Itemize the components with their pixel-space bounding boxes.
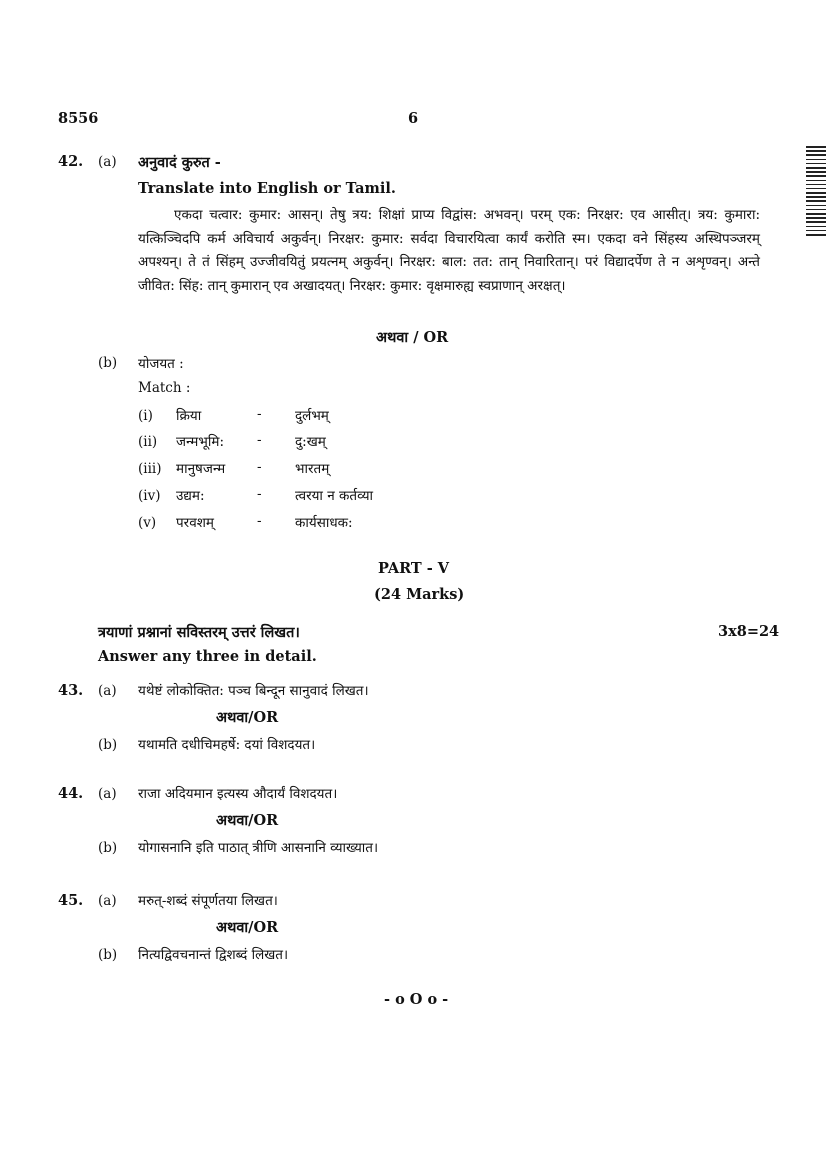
part-instruction-sanskrit: त्रयाणां प्रश्नानां सविस्तरम् उत्तरं लिखत। [98,624,300,641]
question-42b-title: योजयत : [138,356,184,372]
or-divider-43 [216,707,278,727]
part-instruction-english: Answer any three in detail. [98,648,317,665]
match-row-right: दुर्लभम् [295,408,329,424]
page-number: 6 [408,110,419,127]
question-44a-label: (a) [98,786,117,802]
question-42b-subtitle: Match : [138,380,191,396]
match-row-dash: - [257,432,262,448]
or-divider-45 [216,917,278,937]
question-45b-text: नित्यद्विवचनान्तं द्विशब्दं लिखत। [138,947,289,963]
question-42a-label: (a) [98,154,117,170]
question-43b-label: (b) [98,737,118,753]
question-43b-text: यथामति दधीचिमहर्षे: दयां विशदयत। [138,737,316,753]
question-45b-label: (b) [98,947,118,963]
question-44b-label: (b) [98,840,118,856]
or-english: /OR [248,812,279,829]
or-divider-44 [216,810,278,830]
or-hindi: अथवा [216,812,249,829]
match-row-dash: - [257,486,262,502]
part-marks-formula: 3x8=24 [718,623,780,640]
match-row-num: (i) [138,408,153,424]
match-row-left: क्रिया [176,408,202,424]
question-42a-title: अनुवादं कुरुत - [138,154,221,171]
question-42a-instruction: Translate into English or Tamil. [138,180,396,197]
question-45a-text: मरुत्-शब्दं संपूर्णतया लिखत। [138,893,278,909]
question-45-number: 45. [58,892,84,909]
match-row-dash: - [257,513,262,529]
margin-barcode [806,146,826,240]
question-44b-text: योगासनानि इति पाठात् त्रीणि आसनानि व्याख्यात। [138,840,379,856]
question-43a-text: यथेष्टं लोकोक्तित: पञ्च बिन्दून सानुवादं लिखत। [138,683,369,699]
translation-passage: एकदा चत्वार: कुमार: आसन्। तेषु त्रय: शिक्षां प्राप्य विद्वांस: अभवन्। परम् एक: निरक्षर: एव आसीत्। त्रय: कुमारा: यत्किञ्चिदपि कर्म अविचार्य अकुर्वन्। निरक्षर: कुमार: सर्वदा विचारयित्वा कार्यं करोति स्म। एकदा वने सिंहस्य अस्थिपञ्जरम् अपश्यन्। ते तं सिंहम् उज्जीवयितुं प्रयत्नम् अकुर्वन्। निरक्षर: बाल: तत: तान् निवारितान्। परं विद्यादर्पेण ते न अशृण्वन्। अन्ते जीवित: सिंह: तान् कुमारान् एव अखादयत्। निरक्षर: कुमार: वृक्षमारुह्य स्वप्राणान् अरक्षत्। [138,207,760,294]
match-row-right: दु:खम् [295,434,326,450]
paper-code: 8556 [58,110,99,127]
match-row-right: भारतम् [295,461,330,477]
match-row-left: मानुषजन्म [176,461,226,477]
or-english: /OR [248,919,279,936]
question-44-number: 44. [58,785,84,802]
or-english: /OR [248,709,279,726]
question-43a-label: (a) [98,683,117,699]
match-row-right: त्वरया न कर्तव्या [295,488,374,504]
match-row-left: जन्मभूमि: [176,434,224,450]
match-row-right: कार्यसाधक: [295,515,353,531]
question-43-number: 43. [58,682,84,699]
match-row-dash: - [257,406,262,422]
or-divider-42: अथवा / OR [376,329,449,346]
end-of-paper-mark: - o O o - [384,991,449,1008]
part-title: PART - V [378,560,450,577]
question-42b-label: (b) [98,355,118,371]
part-marks: (24 Marks) [374,586,465,603]
match-row-left: परवशम् [176,515,214,531]
match-row-left: उद्यम: [176,488,205,504]
or-hindi: अथवा [216,709,249,726]
match-row-num: (v) [138,515,157,531]
or-hindi: अथवा [216,919,249,936]
match-row-num: (iii) [138,461,162,477]
question-42-number: 42. [58,153,84,170]
match-row-dash: - [257,459,262,475]
match-row-num: (ii) [138,434,158,450]
question-45a-label: (a) [98,893,117,909]
match-row-num: (iv) [138,488,161,504]
question-44a-text: राजा अदियमान इत्यस्य औदार्यं विशदयत। [138,786,338,802]
